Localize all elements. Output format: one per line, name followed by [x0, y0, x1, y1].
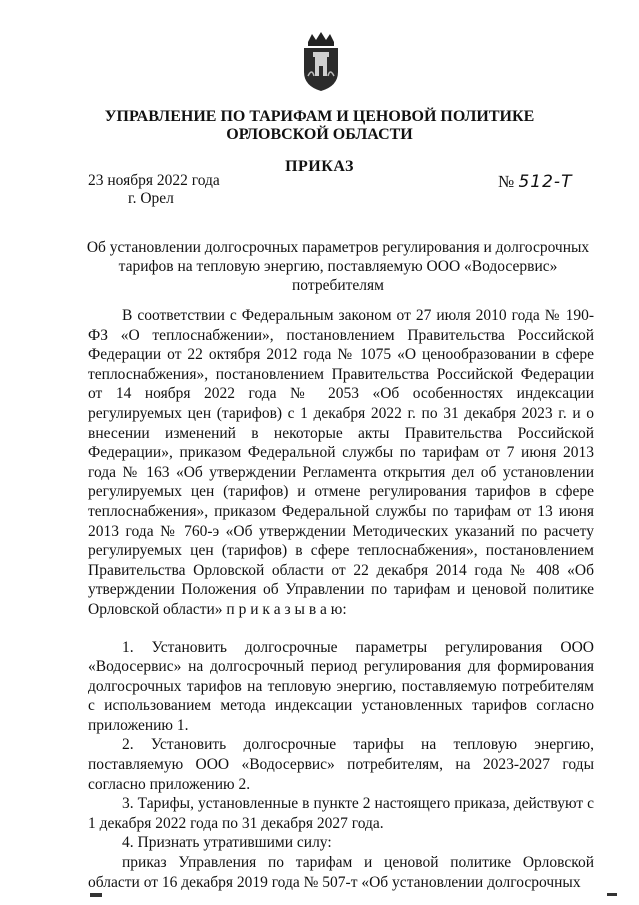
item-1-paragraph: 1. Установить долгосрочные параметры регулирования ООО «Водосервис» на долгосрочный период регулирования для формирования долгосрочных тарифов на тепловую энергию, поставляемую потребителям с использованием метода индексации установленных тарифов согласно приложению 1.	[88, 638, 594, 734]
subject-line1: Об установлении долгосрочных параметров регулирования и долгосрочных	[86, 239, 590, 256]
document-type-title: ПРИКАЗ	[285, 158, 354, 175]
order-date: 23 ноября 2022 года	[88, 172, 220, 189]
item-4-text-paragraph: приказ Управления по тарифам и ценовой политике Орловской области от 16 декабря 2019 года № 507-т «Об установлении долгосрочных	[88, 854, 594, 891]
order-number	[498, 172, 572, 192]
subject-line3: потребителям	[292, 277, 384, 294]
item-3-paragraph: 3. Тарифы, установленные в пункте 2 настоящего приказа, действуют с 1 декабря 2022 года по 31 декабря 2027 года.	[88, 795, 594, 832]
coat-of-arms-icon	[296, 32, 346, 92]
number-prefix: №	[498, 172, 515, 191]
order-city: г. Орел	[128, 190, 174, 207]
preamble-paragraph: В соответствии с Федеральным законом от 27 июля 2010 года № 190-ФЗ «О теплоснабжении», постановлением Правительства Российской Федерации от 22 октября 2012 года № 1075 «О ценообразовании в сфере теплоснабжения», постановлением Правительства Российской Федерации от 14 ноября 2022 года № 2053 «Об особенностях индексации регулируемых цен (тарифов) с 1 декабря 2022 г. по 31 декабря 2023 г. и о внесении изменений в некоторые акты Правительства Российской Федерации», приказом Федеральной службы по тарифам от 7 июня 2013 года № 163 «Об утверждении Регламента открытия дел об установлении регулируемых цен (тарифов) и отмене регулирования тарифов в сфере теплоснабжения», приказом Федеральной службы по тарифам от 13 июня 2013 года № 760-э «Об утверждении Методических указаний по расчету регулируемых цен (тарифов) в сфере теплоснабжения», постановлением Правительства Орловской области от 22 декабря 2014 года № 408 «Об утверждении Положения об Управлении по тарифам и ценовой политике Орловской области» п р и к а з ы в а ю:	[88, 307, 594, 618]
order-subject	[78, 238, 598, 295]
subject-line2: тарифов на тепловую энергию, поставляемую ООО «Водосервис»	[118, 258, 558, 275]
agency-name-line1: УПРАВЛЕНИЕ ПО ТАРИФАМ И ЦЕНОВОЙ ПОЛИТИКЕ	[104, 108, 535, 125]
handwritten-number: 512-Т	[518, 172, 573, 192]
agency-name-line2: ОРЛОВСКОЙ ОБЛАСТИ	[226, 126, 413, 143]
item-2-paragraph: 2. Установить долгосрочные тарифы на тепловую энергию, поставляемую ООО «Водосервис» потребителям, на 2023-2027 годы согласно приложению 2.	[88, 736, 594, 793]
scan-mark-left	[90, 893, 102, 897]
item-4-paragraph: 4. Признать утратившими силу:	[122, 834, 332, 852]
order-body	[88, 306, 594, 892]
scan-mark-right	[607, 893, 617, 896]
